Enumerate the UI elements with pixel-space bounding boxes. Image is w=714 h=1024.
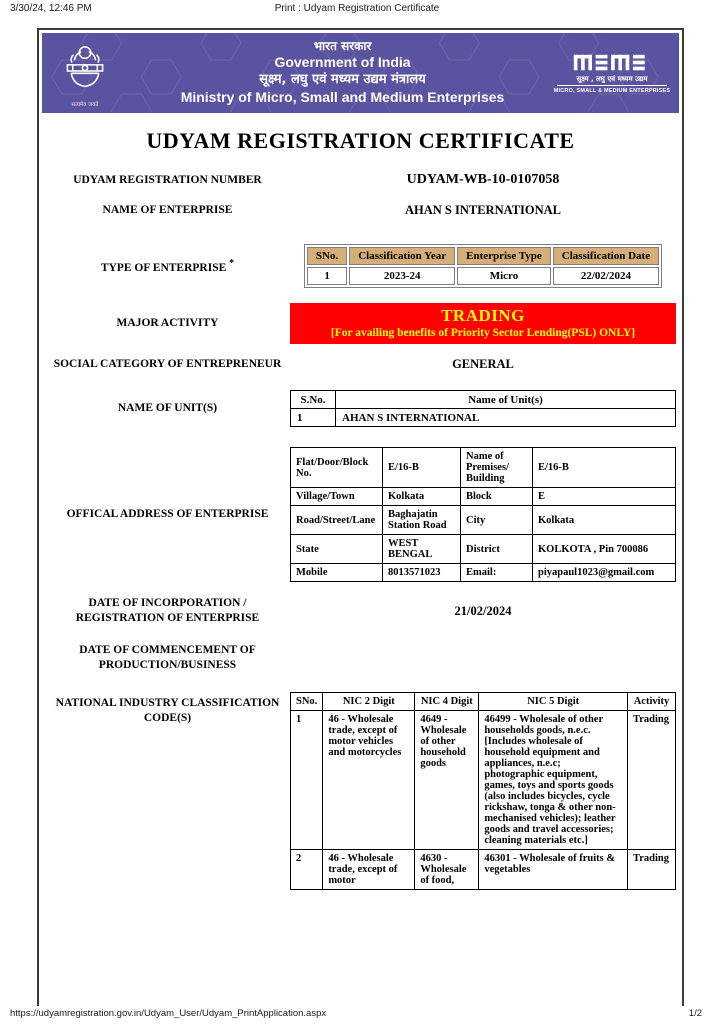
social-category-value: GENERAL bbox=[452, 357, 514, 371]
nic-table bbox=[290, 692, 676, 890]
units-table bbox=[290, 390, 676, 427]
msme-logo-icon bbox=[570, 53, 654, 73]
table-cell: Micro bbox=[457, 267, 551, 285]
column-header: Name of Unit(s) bbox=[336, 391, 676, 409]
column-header: Classification Year bbox=[349, 247, 455, 265]
major-activity-note: [For availing benefits of Priority Sector Lending(PSL) ONLY] bbox=[330, 327, 636, 339]
table-cell: Mobile bbox=[291, 564, 383, 582]
units-table-wrap bbox=[290, 390, 676, 427]
units-label: NAME OF UNIT(S) bbox=[117, 402, 218, 415]
major-activity-value-wrap bbox=[290, 303, 676, 344]
table-header-row bbox=[291, 391, 676, 409]
table-cell: Name of Premises/ Building bbox=[461, 448, 533, 488]
table-cell: Road/Street/Lane bbox=[291, 506, 383, 535]
enterprise-name-row bbox=[39, 203, 682, 218]
table-cell: WEST BENGAL bbox=[383, 535, 461, 564]
column-header: NIC 2 Digit bbox=[323, 693, 415, 711]
print-document-title: Print : Udyam Registration Certificate bbox=[274, 3, 440, 14]
nic-table-wrap bbox=[290, 692, 676, 890]
major-activity-row bbox=[39, 303, 682, 344]
address-table bbox=[290, 447, 676, 582]
address-table-wrap bbox=[290, 447, 676, 582]
table-header-row bbox=[291, 693, 676, 711]
nic-codes-row bbox=[39, 692, 682, 890]
incorporation-date-label: DATE OF INCORPORATION / REGISTRATION OF ENTERPRISE bbox=[75, 597, 260, 624]
incorporation-date-row bbox=[39, 594, 682, 628]
government-english-title: Government of India bbox=[274, 54, 411, 71]
commencement-date-label: DATE OF COMMENCEMENT OF PRODUCTION/BUSINESS bbox=[79, 644, 256, 671]
table-header-row bbox=[307, 247, 659, 265]
table-cell: 1 bbox=[291, 711, 323, 850]
table-cell: Village/Town bbox=[291, 488, 383, 506]
table-cell: City bbox=[461, 506, 533, 535]
table-cell: E/16-B bbox=[383, 448, 461, 488]
table-row bbox=[291, 409, 676, 427]
units-row bbox=[39, 390, 682, 427]
table-row bbox=[307, 267, 659, 285]
registration-number-value: UDYAM-WB-10-0107058 bbox=[406, 172, 560, 187]
nic-codes-label: NATIONAL INDUSTRY CLASSIFICATION CODE(S) bbox=[55, 697, 280, 724]
india-emblem bbox=[42, 39, 128, 108]
table-cell: 1 bbox=[291, 409, 336, 427]
table-cell: Flat/Door/Block No. bbox=[291, 448, 383, 488]
column-header: NIC 5 Digit bbox=[479, 693, 628, 711]
msme-logo bbox=[553, 53, 679, 94]
table-cell: 4649 - Wholesale of other household goods bbox=[415, 711, 479, 850]
emblem-motto: सत्यमेव जयते bbox=[71, 101, 99, 108]
social-category-row bbox=[39, 357, 682, 372]
table-row bbox=[291, 535, 676, 564]
classification-table bbox=[304, 244, 662, 288]
ministry-hindi-title: सूक्ष्म, लघु एवं मध्यम उद्यम मंत्रालय bbox=[259, 72, 426, 88]
incorporation-date-value: 21/02/2024 bbox=[454, 603, 512, 618]
table-cell: 1 bbox=[307, 267, 347, 285]
browser-print-header bbox=[0, 3, 714, 21]
major-activity-highlight-box bbox=[290, 303, 676, 344]
government-banner bbox=[42, 33, 679, 113]
registration-number-label: UDYAM REGISTRATION NUMBER bbox=[73, 173, 262, 186]
table-cell: Email: bbox=[461, 564, 533, 582]
browser-print-footer bbox=[0, 1008, 714, 1022]
table-cell: State bbox=[291, 535, 383, 564]
table-row bbox=[291, 488, 676, 506]
msme-logo-divider bbox=[557, 85, 667, 86]
address-row bbox=[39, 447, 682, 582]
column-header: Enterprise Type bbox=[457, 247, 551, 265]
commencement-date-row bbox=[39, 640, 682, 676]
ministry-english-title: Ministry of Micro, Small and Medium Enterprises bbox=[180, 88, 505, 105]
table-cell: 4630 - Wholesale of food, bbox=[415, 850, 479, 890]
address-label: OFFICAL ADDRESS OF ENTERPRISE bbox=[66, 508, 269, 521]
ashoka-emblem-icon bbox=[62, 43, 108, 99]
table-row bbox=[291, 850, 676, 890]
print-page-indicator: 1/2 bbox=[688, 1008, 702, 1019]
certificate-frame bbox=[37, 28, 684, 1006]
print-datetime: 3/30/24, 12:46 PM bbox=[10, 3, 92, 14]
table-cell: E/16-B bbox=[533, 448, 676, 488]
enterprise-name-label: NAME OF ENTERPRISE bbox=[102, 204, 233, 217]
column-header: SNo. bbox=[291, 693, 323, 711]
table-cell: 22/02/2024 bbox=[553, 267, 659, 285]
table-row bbox=[291, 506, 676, 535]
table-cell: 46 - Wholesale trade, except of motor bbox=[323, 850, 415, 890]
table-cell: E bbox=[533, 488, 676, 506]
table-cell: AHAN S INTERNATIONAL bbox=[336, 409, 676, 427]
government-hindi-title: भारत सरकार bbox=[313, 39, 372, 54]
table-cell: 46499 - Wholesale of other households goods, n.e.c. [Includes wholesale of household equipment and appliances, n.e.c; photographic equipment, games, toys and sports goods (also includes bicycles, cycle rickshaw, tonga & other non-mechanised vehicles); leather goods and travel accessories; cleaning materials etc.] bbox=[479, 711, 628, 850]
table-cell: 46301 - Wholesale of fruits & vegetables bbox=[479, 850, 628, 890]
table-cell: District bbox=[461, 535, 533, 564]
column-header: S.No. bbox=[291, 391, 336, 409]
column-header: Classification Date bbox=[553, 247, 659, 265]
column-header: NIC 4 Digit bbox=[415, 693, 479, 711]
table-cell: Trading bbox=[628, 711, 676, 850]
table-cell: 46 - Wholesale trade, except of motor vehicles and motorcycles bbox=[323, 711, 415, 850]
table-row bbox=[291, 711, 676, 850]
major-activity-label: MAJOR ACTIVITY bbox=[116, 317, 219, 330]
column-header: Activity bbox=[628, 693, 676, 711]
certificate-title: UDYAM REGISTRATION CERTIFICATE bbox=[146, 128, 575, 153]
table-cell: 2 bbox=[291, 850, 323, 890]
print-source-url: https://udyamregistration.gov.in/Udyam_User/Udyam_PrintApplication.aspx bbox=[10, 1008, 327, 1019]
major-activity-value: TRADING bbox=[441, 306, 525, 325]
table-cell: KOLKOTA , Pin 700086 bbox=[533, 535, 676, 564]
type-of-enterprise-row bbox=[39, 244, 682, 288]
table-cell: 8013571023 bbox=[383, 564, 461, 582]
table-cell: 2023-24 bbox=[349, 267, 455, 285]
type-of-enterprise-table-wrap bbox=[290, 244, 676, 288]
type-of-enterprise-label: TYPE OF ENTERPRISE * bbox=[100, 257, 235, 274]
msme-logo-english-caption: MICRO, SMALL & MEDIUM ENTERPRISES bbox=[553, 87, 671, 94]
banner-titles bbox=[128, 39, 557, 107]
table-cell: piyapaul1023@gmail.com bbox=[533, 564, 676, 582]
registration-number-row bbox=[39, 172, 682, 188]
column-header: SNo. bbox=[307, 247, 347, 265]
enterprise-name-value: AHAN S INTERNATIONAL bbox=[404, 203, 562, 217]
table-cell: Kolkata bbox=[533, 506, 676, 535]
table-cell: Baghajatin Station Road bbox=[383, 506, 461, 535]
table-row bbox=[291, 564, 676, 582]
table-row bbox=[291, 448, 676, 488]
social-category-label: SOCIAL CATEGORY OF ENTREPRENEUR bbox=[53, 358, 282, 371]
msme-logo-hindi-caption: सूक्ष्म , लघु एवं मध्यम उद्यम bbox=[576, 74, 648, 83]
table-cell: Kolkata bbox=[383, 488, 461, 506]
table-cell: Block bbox=[461, 488, 533, 506]
footnote-asterisk: * bbox=[229, 257, 235, 269]
table-cell: Trading bbox=[628, 850, 676, 890]
